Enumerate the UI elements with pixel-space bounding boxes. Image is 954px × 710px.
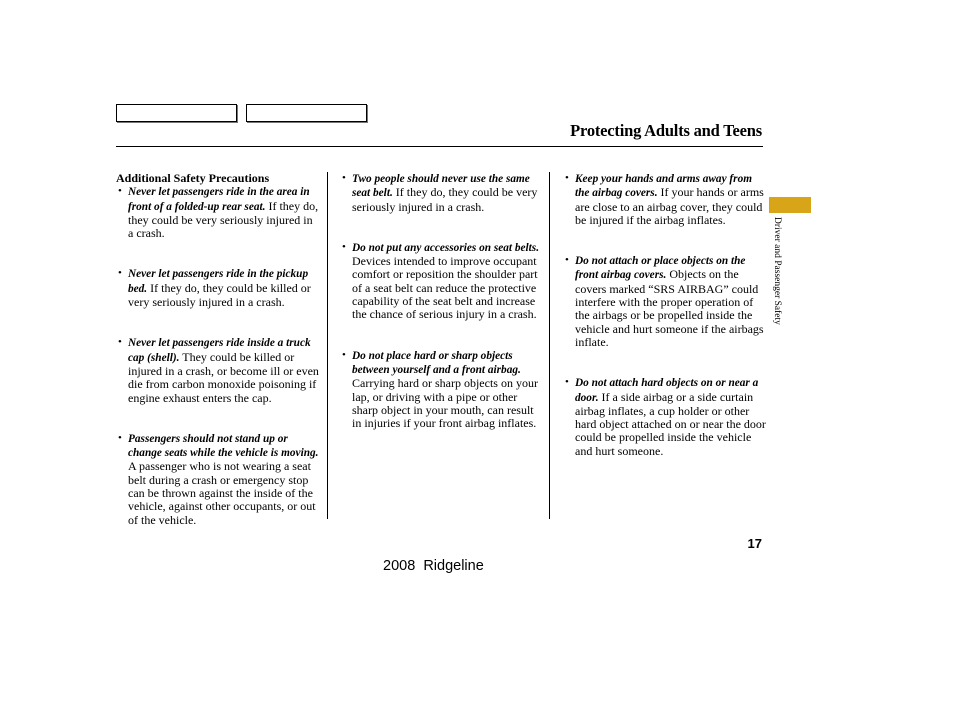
bullet: • bbox=[565, 172, 569, 184]
item-text: Carrying hard or sharp objects on your lap, or driving with a pipe or other sharp object in your mouth, can result in injuries if your front airbag inflates. bbox=[352, 376, 538, 431]
item-lead: Keep your hands and arms away from the airbag covers. bbox=[575, 173, 753, 200]
list-item bbox=[563, 254, 767, 349]
item-text: They could be killed or injured in a crash, or become ill or even die from carbon monoxide poisoning if engine exhaust enters the cap. bbox=[128, 349, 319, 405]
nav-box-left[interactable] bbox=[116, 104, 237, 122]
column-2 bbox=[340, 172, 543, 457]
bullet: • bbox=[118, 267, 122, 280]
item-text: If they do, they could be very seriously injured in a crash. bbox=[128, 198, 319, 241]
bullet: • bbox=[118, 431, 122, 444]
item-lead: Two people should never use the same seat belt. bbox=[352, 173, 530, 200]
list-item bbox=[116, 185, 320, 240]
item-lead: Do not place hard or sharp objects between yourself and a front airbag. bbox=[352, 349, 521, 376]
column-1 bbox=[116, 172, 320, 554]
item-lead: Never let passengers ride in the pickup bed. bbox=[128, 268, 309, 295]
item-text: If your hands or arms are close to an airbag cover, they could be injured if the airbag inflates. bbox=[575, 185, 764, 227]
column-divider bbox=[327, 172, 328, 519]
item-text: If a side airbag or a side curtain airbag inflates, a cup holder or other hard object attached on or near the door could be propelled inside the vehicle and hurt someone. bbox=[575, 389, 766, 458]
item-text: Objects on the covers marked “SRS AIRBAG” could interfere with the proper operation of the airbags or be propelled inside the vehicle and hurt someone if the airbags inflate. bbox=[575, 267, 764, 349]
bullet: • bbox=[342, 240, 346, 253]
column-divider bbox=[549, 172, 550, 519]
item-text: A passenger who is not wearing a seat belt during a crash or emergency stop can be thrown against the inside of the vehicle, against other occupants, or out of the vehicle. bbox=[128, 459, 316, 527]
section-tab[interactable] bbox=[769, 197, 811, 213]
item-text: If they do, they could be very seriously injured in a crash. bbox=[352, 185, 538, 214]
item-lead: Do not attach or place objects on the front airbag covers. bbox=[575, 255, 746, 282]
list-item bbox=[116, 432, 320, 527]
list-item bbox=[340, 172, 543, 214]
bullet: • bbox=[342, 348, 346, 361]
list-item bbox=[340, 241, 543, 322]
page-number: 17 bbox=[747, 536, 762, 551]
bullet: • bbox=[118, 336, 122, 349]
column-heading: Additional Safety Precautions bbox=[116, 171, 270, 185]
bullet: • bbox=[118, 185, 122, 198]
title-divider bbox=[116, 146, 763, 147]
footer-model: 2008 Ridgeline bbox=[383, 558, 484, 574]
list-item bbox=[116, 267, 320, 309]
column-3 bbox=[563, 172, 767, 485]
item-lead: Do not attach hard objects on or near a door. bbox=[575, 377, 759, 404]
list-item bbox=[340, 349, 543, 431]
item-lead: Never let passengers ride in the area in front of a folded-up rear seat. bbox=[128, 186, 310, 213]
list-item bbox=[116, 336, 320, 404]
bullet: • bbox=[565, 254, 569, 267]
list-item bbox=[563, 376, 767, 458]
section-title: Protecting Adults and Teens bbox=[570, 121, 762, 140]
nav-box-right[interactable] bbox=[246, 104, 367, 122]
item-text: Devices intended to improve occupant comfort or reposition the shoulder part of a seat belt can reduce the protective capability of the seat belt and increase the chance of serious injury in a crash. bbox=[352, 254, 538, 322]
item-lead: Passengers should not stand up or change seats while the vehicle is moving. bbox=[128, 432, 319, 460]
section-tab-label: Driver and Passenger Safety bbox=[772, 217, 782, 325]
item-text: If they do, they could be killed or very seriously injured in a crash. bbox=[128, 280, 311, 310]
bullet: • bbox=[342, 172, 346, 184]
list-item bbox=[563, 172, 767, 227]
item-lead: Never let passengers ride inside a truck cap (shell). bbox=[128, 337, 311, 364]
item-lead: Do not put any accessories on seat belts. bbox=[352, 241, 540, 254]
bullet: • bbox=[565, 376, 569, 389]
